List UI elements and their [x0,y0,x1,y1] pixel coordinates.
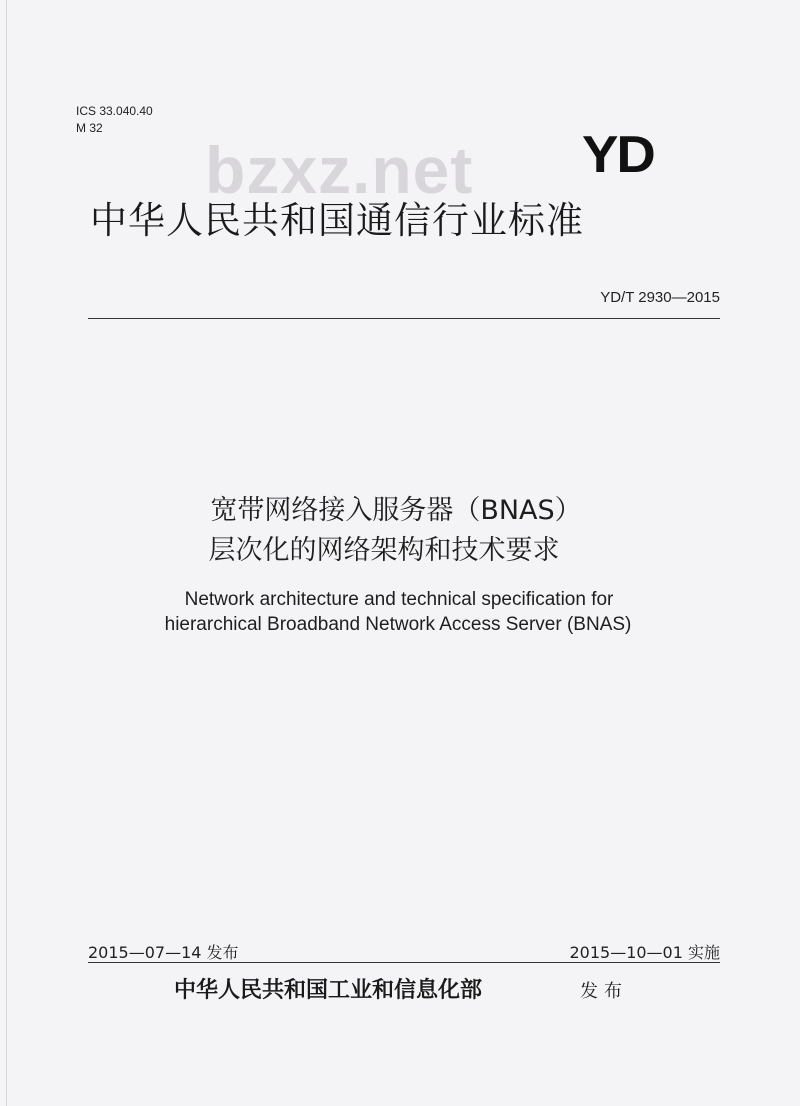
publish-date: 2015—07—14 发布 [88,943,239,962]
bottom-divider [88,962,720,963]
yd-logo: YD [582,126,654,184]
chinese-title-line-2: 层次化的网络架构和技术要求 [208,535,560,566]
issuing-authority: 中华人民共和国工业和信息化部 [174,977,483,1003]
english-title-line-1: Network architecture and technical specification for [184,589,614,610]
organization-title: 中华人民共和国通信行业标准 [90,199,584,242]
chinese-title-line-1: 宽带网络接入服务器（BNAS） [210,495,582,526]
ics-code: ICS 33.040.40 [76,104,153,118]
english-title-line-2: hierarchical Broadband Network Access Server (BNAS) [164,614,632,635]
implement-date: 2015—10—01 实施 [569,943,720,962]
watermark: bzxz.net [205,133,474,207]
classification-codes [76,103,153,137]
standard-number: YD/T 2930—2015 [600,289,720,306]
issuer-suffix: 发布 [580,981,628,1002]
top-divider [88,318,720,319]
ccs-code: M 32 [76,121,103,135]
